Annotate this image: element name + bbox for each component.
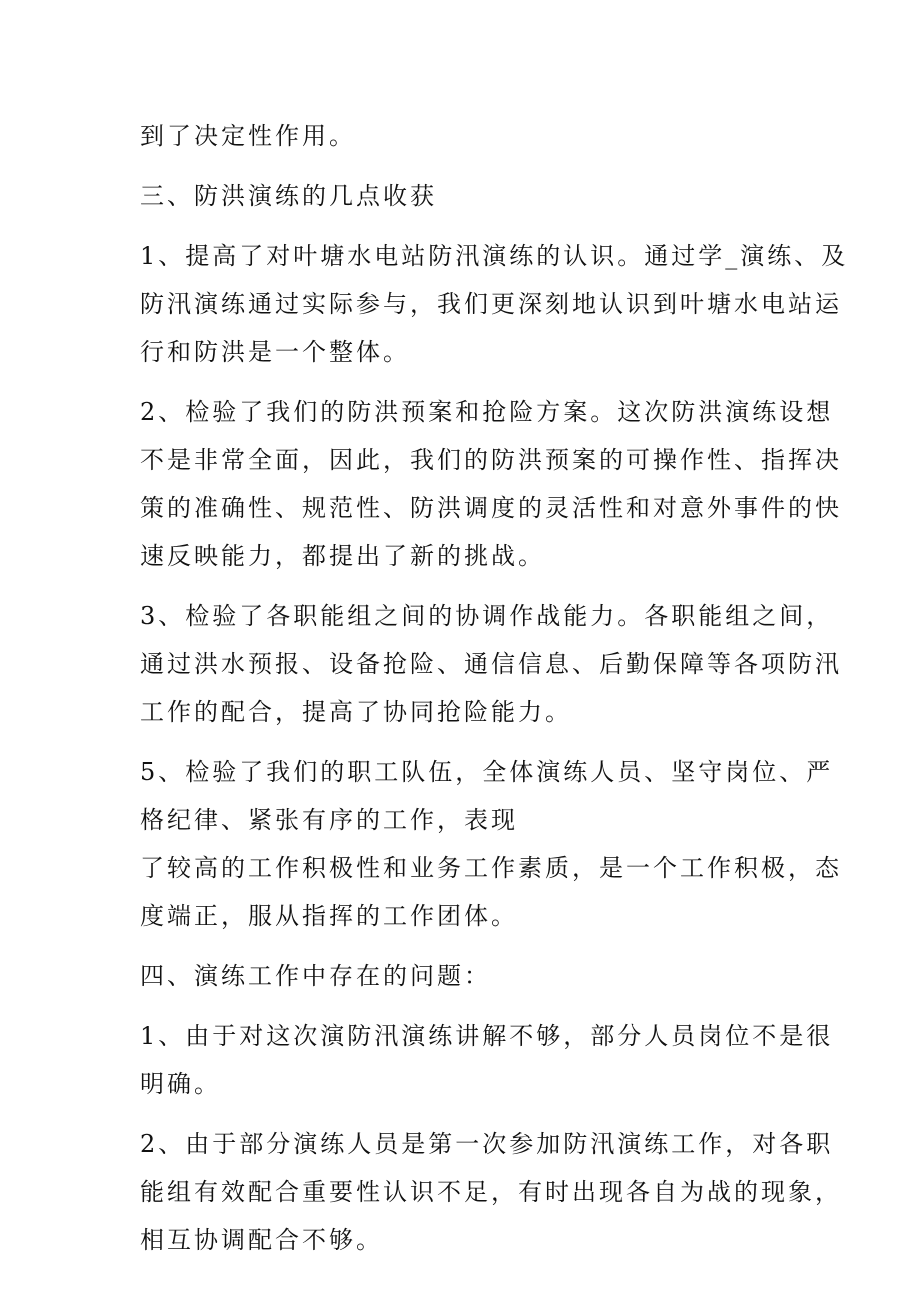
text-line: 到了决定性作用。: [140, 122, 356, 150]
text-line: 通过洪水预报、设备抢险、通信信息、后勤保障等各项防汛: [140, 650, 842, 678]
text-line: 2、由于部分演练人员是第一次参加防汛演练工作，对各职: [140, 1130, 834, 1158]
text-line: 格纪律、紧张有序的工作，表现: [140, 806, 518, 834]
text-line: 度端正，服从指挥的工作团体。: [140, 902, 518, 930]
paragraph: [140, 748, 834, 844]
text-line: 行和防洪是一个整体。: [140, 338, 410, 366]
text-line: 2、检验了我们的防洪预案和抢险方案。这次防洪演练设想: [140, 398, 834, 426]
paragraph: [140, 112, 790, 160]
paragraph: [140, 1012, 834, 1108]
text-line: 能组有效配合重要性认识不足，有时出现各自为战的现象，: [140, 1178, 842, 1206]
text-line: 1、提高了对叶塘水电站防汛演练的认识。通过学_演练、及: [140, 242, 849, 270]
paragraph: [140, 232, 849, 376]
text-line: 1、由于对这次演防汛演练讲解不够，部分人员岗位不是很: [140, 1022, 834, 1050]
text-line: 三、防洪演练的几点收获: [140, 182, 437, 210]
text-line: 防汛演练通过实际参与，我们更深刻地认识到叶塘水电站运: [140, 290, 842, 318]
paragraph: [140, 592, 842, 736]
text-line: 相互协调配合不够。: [140, 1226, 383, 1254]
text-line: 速反映能力，都提出了新的挑战。: [140, 542, 545, 570]
text-line: 5、检验了我们的职工队伍，全体演练人员、坚守岗位、严: [140, 758, 834, 786]
text-line: 了较高的工作积极性和业务工作素质，是一个工作积极，态: [140, 854, 842, 882]
document-body: [140, 112, 849, 1264]
section-heading: [140, 172, 790, 220]
text-line: 明确。: [140, 1070, 221, 1098]
text-line: 四、演练工作中存在的问题：: [140, 962, 491, 990]
text-line: 3、检验了各职能组之间的协调作战能力。各职能组之间，: [140, 602, 834, 630]
paragraph: [140, 1120, 842, 1264]
section-heading: [140, 952, 790, 1000]
text-line: 不是非常全面，因此，我们的防洪预案的可操作性、指挥决: [140, 446, 842, 474]
paragraph: [140, 844, 842, 940]
paragraph: [140, 388, 842, 580]
text-line: 工作的配合，提高了协同抢险能力。: [140, 698, 572, 726]
text-line: 策的准确性、规范性、防洪调度的灵活性和对意外事件的快: [140, 494, 842, 522]
